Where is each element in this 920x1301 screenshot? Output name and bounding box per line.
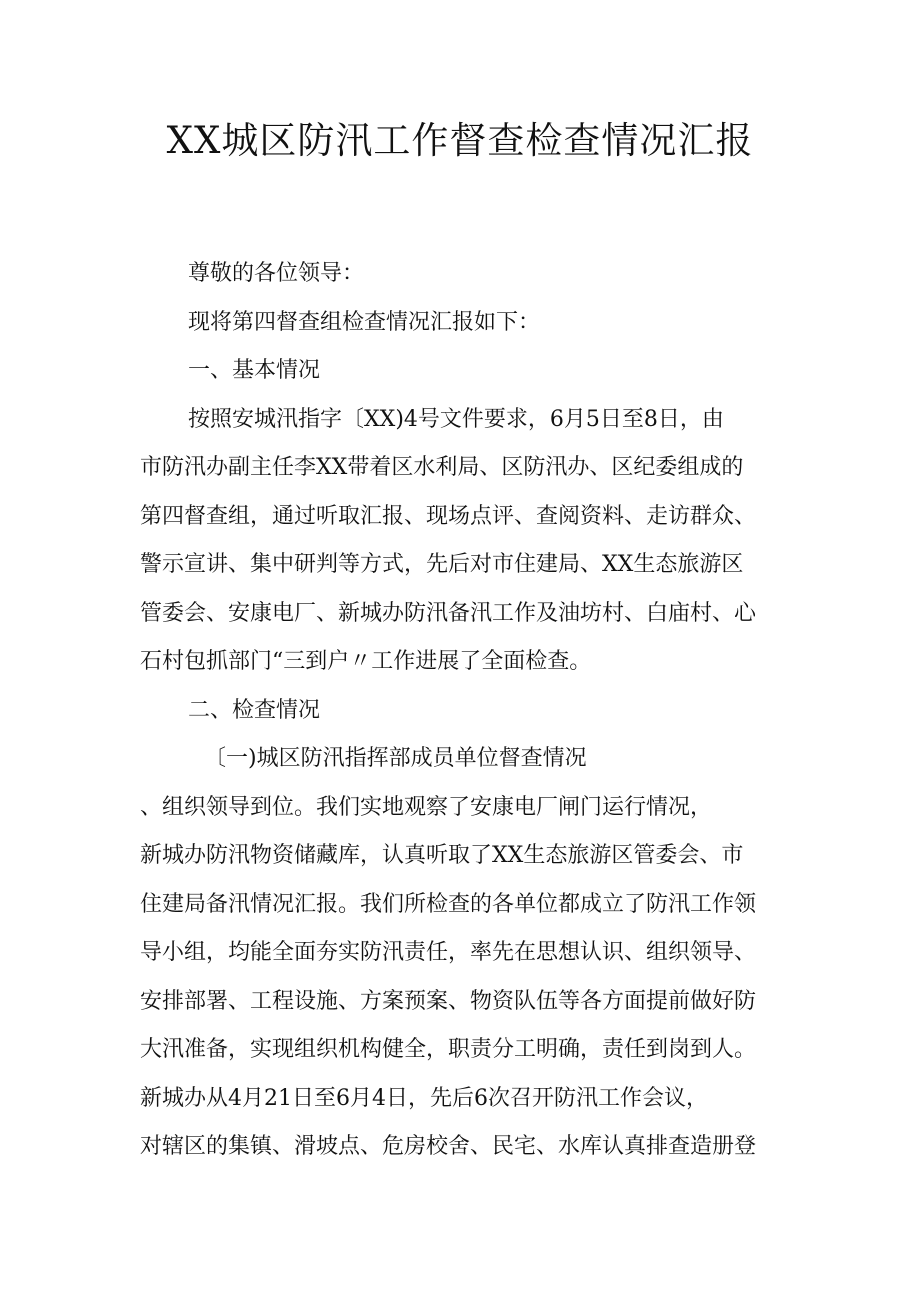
paragraph-line: 市防汛办副主任李XX带着区水利局、区防汛办、区纪委组成的 bbox=[140, 455, 744, 480]
paragraph-line: 大汛准备，实现组织机构健全，职责分工明确，责任到岗到人。 bbox=[140, 1037, 757, 1062]
paragraph-line: 对辖区的集镇、滑坡点、危房校舍、民宅、水库认真排查造册登 bbox=[140, 1134, 757, 1159]
section-heading-inspection: 二、检查情况 bbox=[188, 697, 321, 723]
paragraph-line: 住建局备汛情况汇报。我们所检查的各单位都成立了防汛工作领 bbox=[140, 891, 757, 917]
document-title: XX城区防汛工作督查检查情况汇报 bbox=[166, 119, 754, 162]
paragraph-line: 按照安城汛指字〔XX)4号文件要求，6月5日至8日，由 bbox=[188, 406, 724, 432]
paragraph-line: 管委会、安康电厂、新城办防汛备汛工作及油坊村、白庙村、心 bbox=[140, 600, 757, 626]
paragraph-line: 新城办从4月21日至6月4日，先后6次召开防汛工作会议， bbox=[140, 1085, 708, 1111]
paragraph-line: 安排部署、工程设施、方案预案、物资队伍等各方面提前做好防 bbox=[140, 988, 757, 1014]
paragraph-line: 新城办防汛物资储藏库，认真听取了XX生态旅游区管委会、市 bbox=[140, 843, 744, 868]
document-body bbox=[140, 250, 800, 1172]
intro-paragraph: 现将第四督查组检查情况汇报如下： bbox=[188, 309, 541, 335]
salutation: 尊敬的各位领导： bbox=[188, 261, 365, 286]
paragraph-line: 第四督查组，通过听取汇报、现场点评、查阅资料、走访群众、 bbox=[140, 503, 757, 529]
paragraph-line: 警示宣讲、集中研判等方式，先后对市住建局、XX生态旅游区 bbox=[140, 552, 744, 577]
section-heading-basic: 一、基本情况 bbox=[188, 358, 321, 383]
paragraph-line: 导小组，均能全面夯实防汛责任，率先在思想认识、组织领导、 bbox=[140, 940, 757, 965]
paragraph-line: 石村包抓部门“三到户〃工作进展了全面检查。 bbox=[140, 649, 592, 674]
subsection-heading: 〔一)城区防汛指挥部成员单位督查情况 bbox=[204, 746, 587, 771]
paragraph-line: 、组织领导到位。我们实地观察了安康电厂闸门运行情况， bbox=[140, 794, 713, 820]
